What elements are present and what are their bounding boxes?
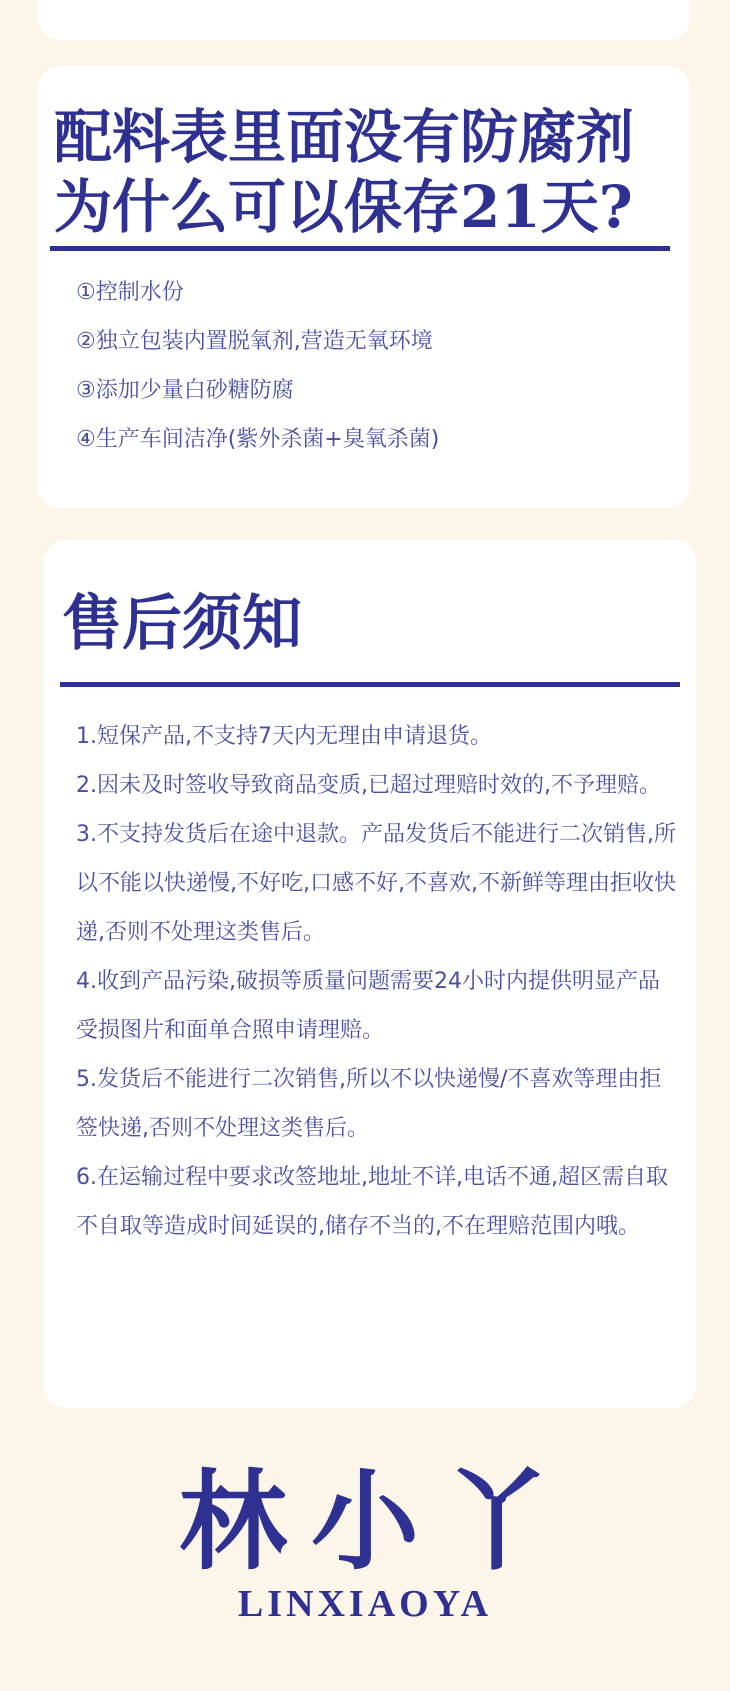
brand-name: 林小丫 <box>178 1459 575 1585</box>
list-item: ④生产车间洁净(紫外杀菌+臭氧杀菌) <box>76 427 440 452</box>
after-sales-divider <box>60 682 680 687</box>
list-item: ③添加少量白砂糖防腐 <box>76 378 294 403</box>
preservation-title-line2: 为什么可以保存21天? <box>54 173 633 241</box>
after-sales-title: 售后须知 <box>62 589 302 659</box>
list-item: 4.收到产品污染,破损等质量问题需要24小时内提供明显产品受损图片和面单合照申请理赔。 <box>76 969 660 1043</box>
preservation-title-line1: 配料表里面没有防腐剂 <box>54 103 635 171</box>
preservation-list <box>76 268 666 464</box>
list-item: 5.发货后不能进行二次销售,所以不以快递慢/不喜欢等理由拒签快递,否则不处理这类售后。 <box>76 1067 662 1141</box>
list-item: ②独立包装内置脱氧剂,营造无氧环境 <box>76 329 433 354</box>
brand-logo <box>0 1459 730 1625</box>
list-item: 3.不支持发货后在途中退款。产品发货后不能进行二次销售,所以不能以快递慢,不好吃,口感不好,不喜欢,不新鲜等理由拒收快递,否则不处理这类售后。 <box>76 822 676 945</box>
list-item: ①控制水份 <box>76 280 184 305</box>
list-item: 6.在运输过程中要求改签地址,地址不详,电话不通,超区需自取不自取等造成时间延误的,储存不当的,不在理赔范围内哦。 <box>76 1165 668 1239</box>
preservation-title <box>54 102 674 242</box>
brand-latin-name: LINXIAOYA <box>237 1583 493 1625</box>
preservation-card <box>38 66 690 508</box>
after-sales-card <box>44 540 696 1408</box>
top-card-partial <box>38 0 690 40</box>
list-item: 2.因未及时签收导致商品变质,已超过理赔时效的,不予理赔。 <box>76 773 661 798</box>
preservation-divider <box>50 246 670 251</box>
after-sales-list <box>76 712 676 1251</box>
list-item: 1.短保产品,不支持7天内无理由申请退货。 <box>76 724 492 749</box>
